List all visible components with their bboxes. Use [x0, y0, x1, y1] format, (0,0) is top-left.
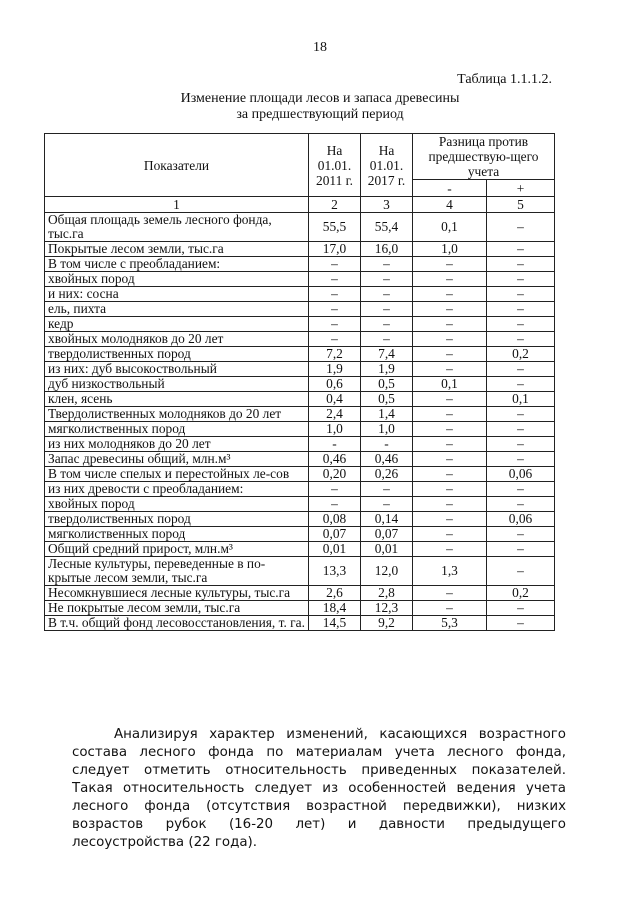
- row-indicator: из них древости с преобладанием:: [45, 482, 309, 497]
- row-value-2017: –: [361, 272, 413, 287]
- row-value-2011: –: [309, 302, 361, 317]
- row-indicator: Лесные культуры, переведенные в по-крытые лесом земли, тыс.га: [45, 557, 309, 586]
- col-number-2: 2: [309, 197, 361, 213]
- table-label: Таблица 1.1.1.2.: [457, 72, 552, 87]
- row-value-2011: 13,3: [309, 557, 361, 586]
- row-value-2017: -: [361, 437, 413, 452]
- table-row: [45, 512, 555, 527]
- row-indicator: В т.ч. общий фонд лесовосстановления, т. га.: [45, 616, 309, 631]
- row-value-2011: 1,9: [309, 362, 361, 377]
- row-diff-minus: –: [413, 437, 487, 452]
- row-value-2017: –: [361, 497, 413, 512]
- table-row: [45, 482, 555, 497]
- row-diff-minus: –: [413, 302, 487, 317]
- table-body: [45, 213, 555, 631]
- row-diff-plus: 0,2: [487, 586, 555, 601]
- row-indicator: твердолиственных пород: [45, 512, 309, 527]
- row-value-2017: 9,2: [361, 616, 413, 631]
- row-indicator: Несомкнувшиеся лесные культуры, тыс.га: [45, 586, 309, 601]
- row-diff-plus: –: [487, 452, 555, 467]
- row-diff-minus: 1,3: [413, 557, 487, 586]
- row-indicator: дуб низкоствольный: [45, 377, 309, 392]
- row-value-2017: 1,9: [361, 362, 413, 377]
- table-row: [45, 452, 555, 467]
- row-value-2011: 2,4: [309, 407, 361, 422]
- row-diff-plus: –: [487, 317, 555, 332]
- row-indicator: твердолиственных пород: [45, 347, 309, 362]
- table-row: [45, 332, 555, 347]
- row-diff-minus: –: [413, 272, 487, 287]
- forest-change-table: [44, 133, 555, 631]
- table-row: [45, 257, 555, 272]
- row-indicator: хвойных молодняков до 20 лет: [45, 332, 309, 347]
- table-row: [45, 557, 555, 586]
- table-row: [45, 317, 555, 332]
- table-row: [45, 497, 555, 512]
- row-value-2017: 0,26: [361, 467, 413, 482]
- row-indicator: Не покрытые лесом земли, тыс.га: [45, 601, 309, 616]
- row-diff-plus: –: [487, 242, 555, 257]
- row-value-2011: 0,01: [309, 542, 361, 557]
- row-diff-plus: –: [487, 557, 555, 586]
- row-diff-plus: 0,06: [487, 512, 555, 527]
- row-diff-plus: –: [487, 362, 555, 377]
- row-indicator: Твердолиственных молодняков до 20 лет: [45, 407, 309, 422]
- table-row: [45, 467, 555, 482]
- title-line-2: за предшествующий период: [236, 107, 404, 122]
- row-indicator: из них молодняков до 20 лет: [45, 437, 309, 452]
- row-value-2011: 18,4: [309, 601, 361, 616]
- table-row: [45, 213, 555, 242]
- row-diff-minus: –: [413, 422, 487, 437]
- row-value-2017: 0,07: [361, 527, 413, 542]
- title-line-1: Изменение площади лесов и запаса древесины: [180, 91, 460, 106]
- row-diff-plus: 0,1: [487, 392, 555, 407]
- row-diff-plus: –: [487, 482, 555, 497]
- row-value-2017: –: [361, 287, 413, 302]
- col-number-4: 4: [413, 197, 487, 213]
- table-row: [45, 407, 555, 422]
- row-value-2011: 0,4: [309, 392, 361, 407]
- table-row: [45, 542, 555, 557]
- row-value-2017: 16,0: [361, 242, 413, 257]
- header-indicators: Показатели: [45, 134, 309, 197]
- row-diff-minus: –: [413, 287, 487, 302]
- row-diff-plus: –: [487, 601, 555, 616]
- header-2011: На 01.01. 2011 г.: [309, 134, 361, 197]
- row-value-2011: 1,0: [309, 422, 361, 437]
- row-diff-plus: –: [487, 527, 555, 542]
- row-diff-minus: –: [413, 347, 487, 362]
- row-diff-plus: –: [487, 213, 555, 242]
- row-diff-plus: –: [487, 272, 555, 287]
- row-diff-minus: –: [413, 407, 487, 422]
- row-indicator: клен, ясень: [45, 392, 309, 407]
- row-diff-plus: –: [487, 377, 555, 392]
- row-diff-plus: –: [487, 437, 555, 452]
- row-value-2017: 12,3: [361, 601, 413, 616]
- row-value-2011: 0,46: [309, 452, 361, 467]
- table-row: [45, 392, 555, 407]
- row-diff-minus: –: [413, 512, 487, 527]
- analysis-paragraph: Анализируя характер изменений, касающихся возрастного состава лесного фонда по материалам учета лесного фонда, следует отметить относительность приведенных показателей. Такая относительность следует из особенностей ведения учета лесного фонда (отсутствия возрастной передвижки), низких возрастов рубок (16-20 лет) и давности предыдущего лесоустройства (22 года).: [72, 727, 566, 850]
- row-diff-plus: –: [487, 497, 555, 512]
- row-value-2011: 17,0: [309, 242, 361, 257]
- row-indicator: Общий средний прирост, млн.м³: [45, 542, 309, 557]
- row-value-2011: –: [309, 257, 361, 272]
- col-number-3: 3: [361, 197, 413, 213]
- row-diff-minus: –: [413, 362, 487, 377]
- page-number: 18: [313, 40, 327, 55]
- row-diff-minus: –: [413, 467, 487, 482]
- row-value-2017: 0,5: [361, 392, 413, 407]
- row-indicator: Общая площадь земель лесного фонда, тыс.га: [45, 213, 309, 242]
- row-value-2017: 55,4: [361, 213, 413, 242]
- row-diff-minus: –: [413, 542, 487, 557]
- row-diff-minus: –: [413, 452, 487, 467]
- row-diff-minus: 0,1: [413, 213, 487, 242]
- row-diff-minus: 5,3: [413, 616, 487, 631]
- row-value-2017: –: [361, 482, 413, 497]
- header-2017: На 01.01. 2017 г.: [361, 134, 413, 197]
- row-value-2017: –: [361, 317, 413, 332]
- row-value-2017: 0,5: [361, 377, 413, 392]
- table-row: [45, 527, 555, 542]
- row-diff-minus: –: [413, 482, 487, 497]
- row-diff-plus: –: [487, 257, 555, 272]
- header-minus: -: [413, 180, 487, 197]
- row-value-2017: 1,4: [361, 407, 413, 422]
- row-value-2011: 0,20: [309, 467, 361, 482]
- table-row: [45, 272, 555, 287]
- row-value-2011: –: [309, 317, 361, 332]
- table-row: [45, 287, 555, 302]
- row-value-2017: 12,0: [361, 557, 413, 586]
- row-diff-plus: –: [487, 422, 555, 437]
- row-value-2011: 0,08: [309, 512, 361, 527]
- row-value-2017: 1,0: [361, 422, 413, 437]
- table-row: [45, 242, 555, 257]
- col-number-1: 1: [45, 197, 309, 213]
- row-diff-plus: –: [487, 332, 555, 347]
- row-value-2017: –: [361, 332, 413, 347]
- row-value-2011: –: [309, 482, 361, 497]
- table-row: [45, 422, 555, 437]
- row-value-2011: 55,5: [309, 213, 361, 242]
- row-indicator: из них: дуб высокоствольный: [45, 362, 309, 377]
- row-value-2011: 0,6: [309, 377, 361, 392]
- table-row: [45, 362, 555, 377]
- row-diff-plus: 0,2: [487, 347, 555, 362]
- table-row: [45, 302, 555, 317]
- row-diff-minus: –: [413, 586, 487, 601]
- row-diff-minus: –: [413, 257, 487, 272]
- col-number-5: 5: [487, 197, 555, 213]
- row-value-2011: –: [309, 497, 361, 512]
- row-indicator: мягколиственных пород: [45, 527, 309, 542]
- row-value-2011: 0,07: [309, 527, 361, 542]
- row-diff-plus: –: [487, 287, 555, 302]
- row-indicator: ель, пихта: [45, 302, 309, 317]
- row-value-2017: 0,14: [361, 512, 413, 527]
- row-diff-minus: –: [413, 317, 487, 332]
- table-row: [45, 437, 555, 452]
- row-value-2017: 0,46: [361, 452, 413, 467]
- row-indicator: мягколиственных пород: [45, 422, 309, 437]
- row-diff-plus: –: [487, 407, 555, 422]
- row-diff-minus: –: [413, 392, 487, 407]
- header-plus: +: [487, 180, 555, 197]
- row-value-2011: –: [309, 272, 361, 287]
- row-value-2011: 14,5: [309, 616, 361, 631]
- row-value-2011: –: [309, 332, 361, 347]
- row-indicator: В том числе с преобладанием:: [45, 257, 309, 272]
- row-indicator: В том числе спелых и перестойных ле-сов: [45, 467, 309, 482]
- row-indicator: Запас древесины общий, млн.м³: [45, 452, 309, 467]
- row-value-2017: –: [361, 302, 413, 317]
- row-diff-plus: 0,06: [487, 467, 555, 482]
- row-value-2011: -: [309, 437, 361, 452]
- row-diff-minus: –: [413, 497, 487, 512]
- row-value-2017: 2,8: [361, 586, 413, 601]
- table-row: [45, 616, 555, 631]
- table-row: [45, 347, 555, 362]
- row-diff-minus: –: [413, 332, 487, 347]
- row-diff-minus: 1,0: [413, 242, 487, 257]
- row-indicator: хвойных пород: [45, 272, 309, 287]
- row-value-2017: 7,4: [361, 347, 413, 362]
- table-row: [45, 377, 555, 392]
- row-indicator: кедр: [45, 317, 309, 332]
- row-diff-minus: 0,1: [413, 377, 487, 392]
- row-indicator: и них: сосна: [45, 287, 309, 302]
- row-value-2017: 0,01: [361, 542, 413, 557]
- table-row: [45, 601, 555, 616]
- row-diff-minus: –: [413, 601, 487, 616]
- row-diff-plus: –: [487, 302, 555, 317]
- row-value-2011: –: [309, 287, 361, 302]
- row-indicator: хвойных пород: [45, 497, 309, 512]
- header-difference: Разница против предшествую-щего учета: [413, 134, 555, 180]
- row-diff-plus: –: [487, 542, 555, 557]
- row-diff-minus: –: [413, 527, 487, 542]
- row-diff-plus: –: [487, 616, 555, 631]
- row-indicator: Покрытые лесом земли, тыс.га: [45, 242, 309, 257]
- table-row: [45, 586, 555, 601]
- row-value-2011: 7,2: [309, 347, 361, 362]
- row-value-2011: 2,6: [309, 586, 361, 601]
- row-value-2017: –: [361, 257, 413, 272]
- table-title: [0, 91, 640, 123]
